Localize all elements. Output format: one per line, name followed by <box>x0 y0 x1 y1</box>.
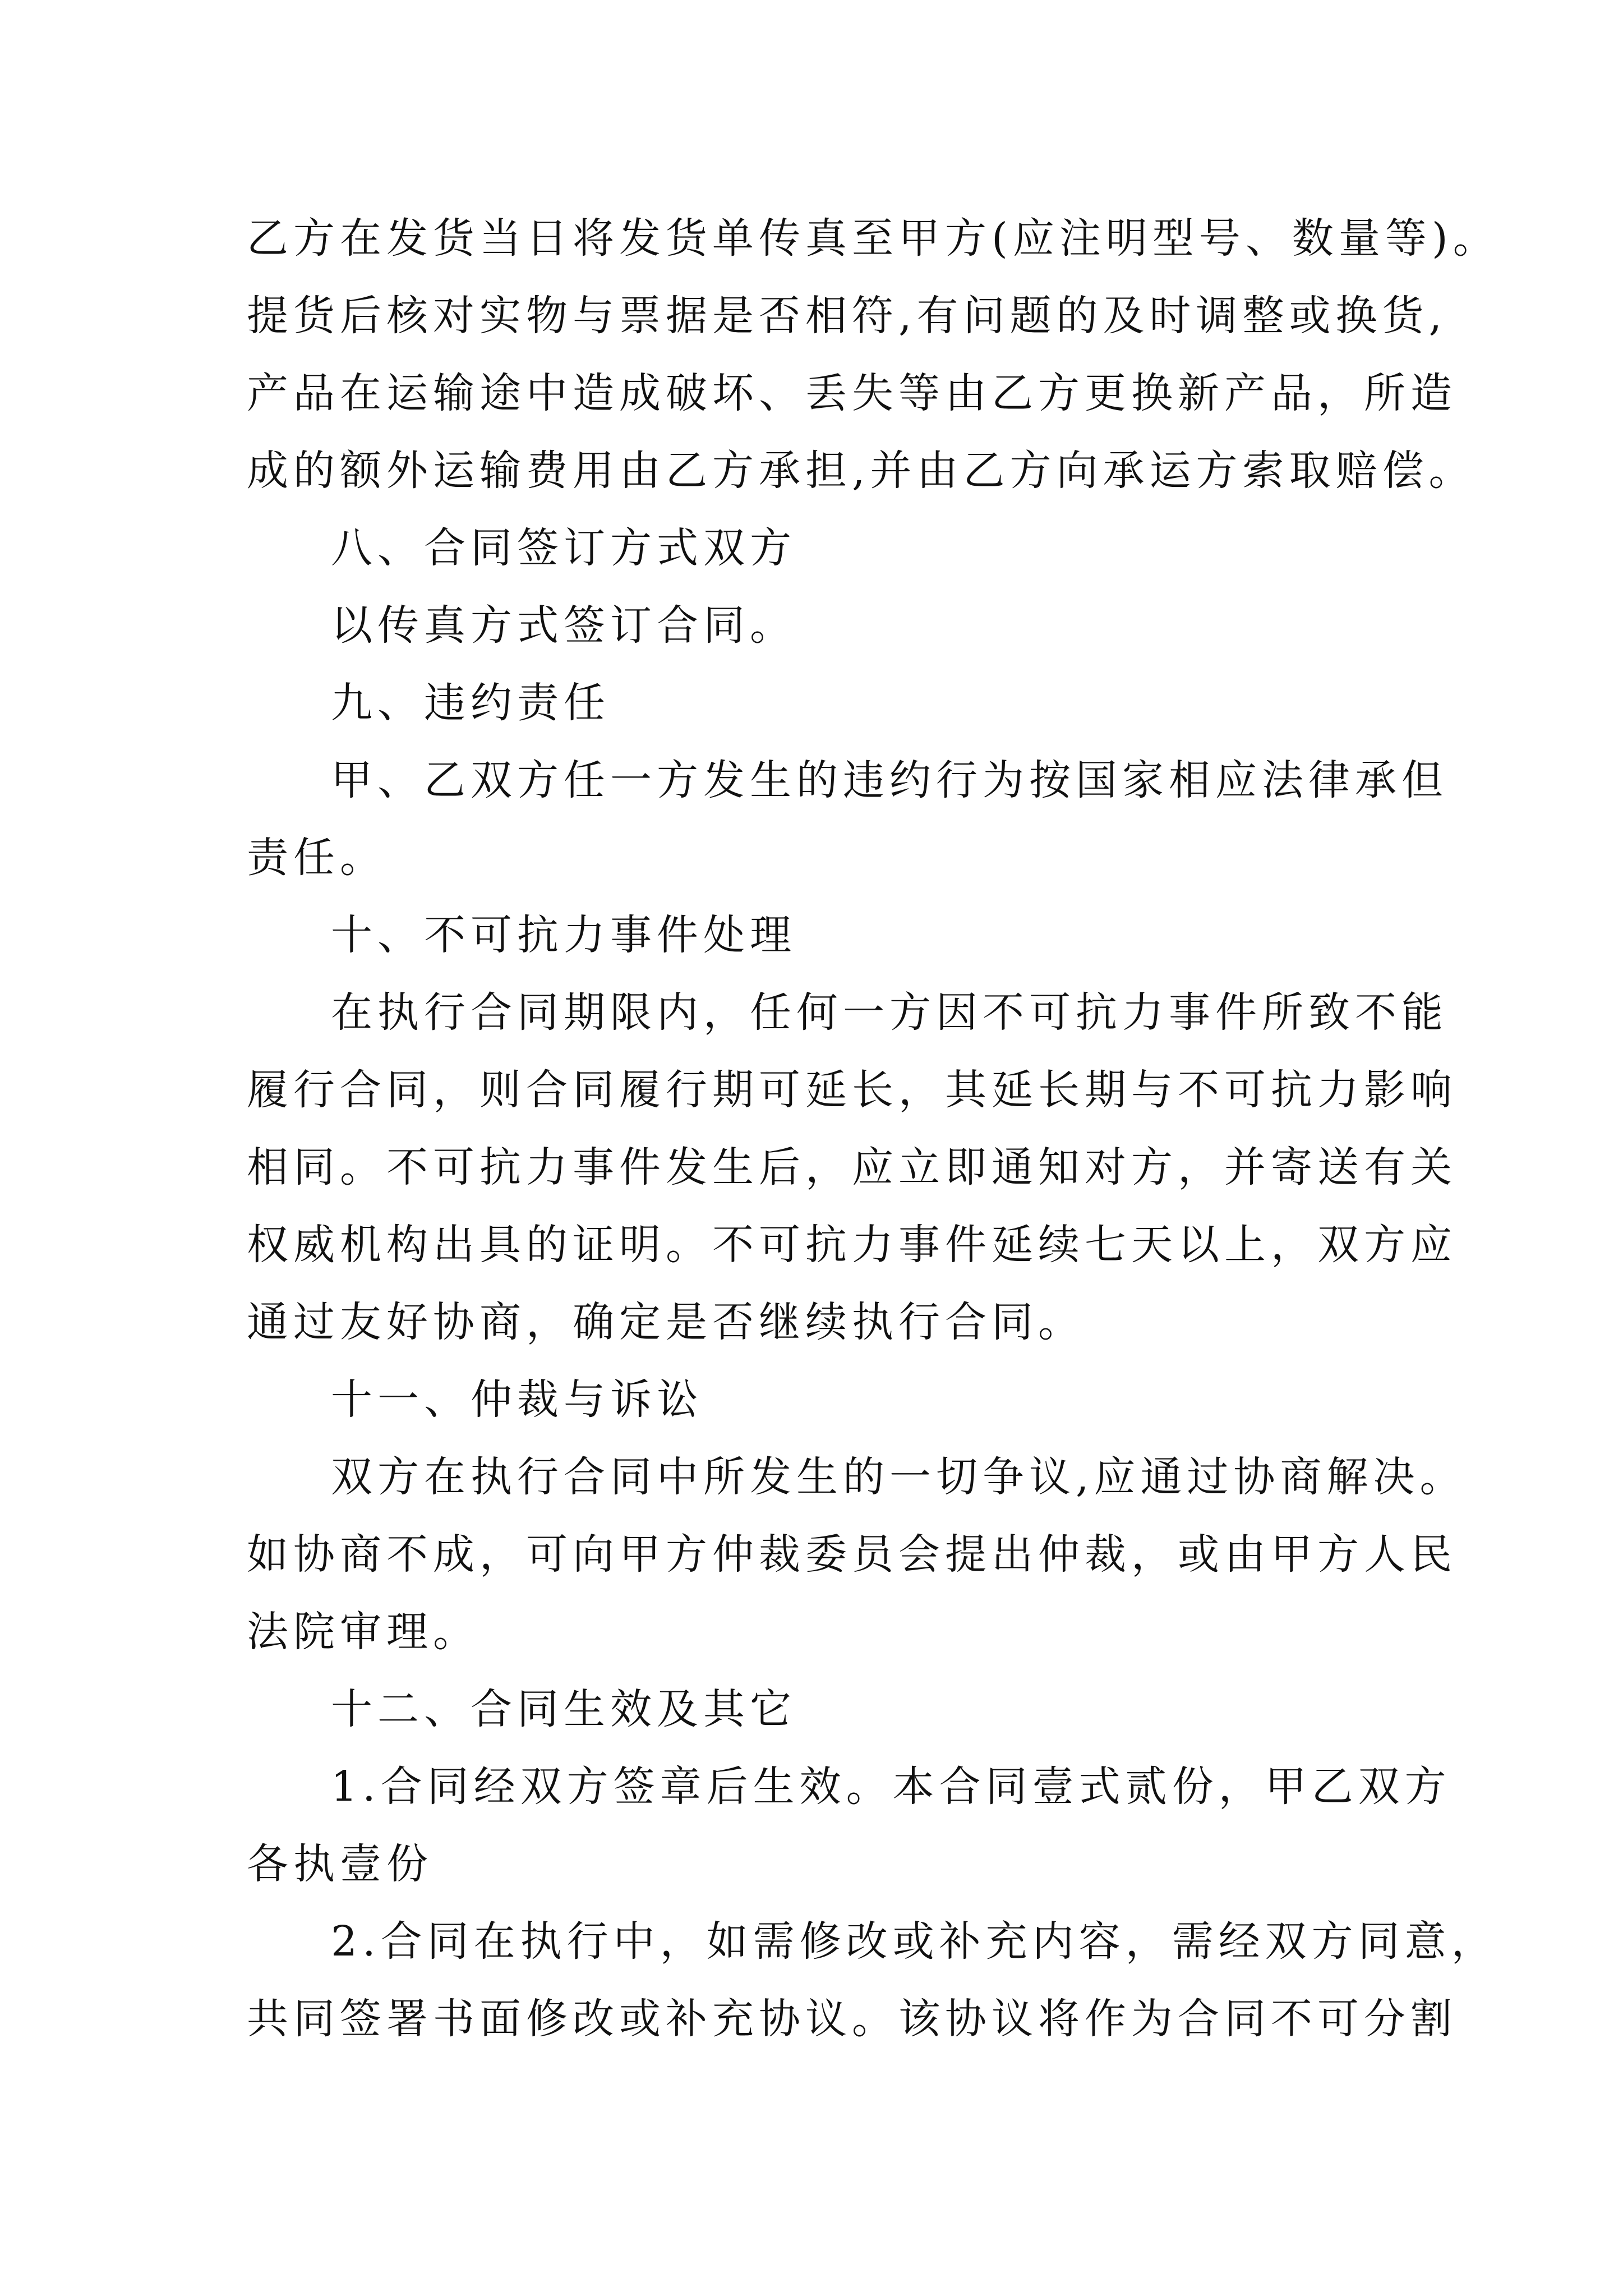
section-heading-11: 十一、仲裁与诉讼 <box>331 1375 703 1424</box>
section-heading-10: 十、不可抗力事件处理 <box>331 911 796 959</box>
paragraph-line: 以传真方式签订合同。 <box>331 601 796 650</box>
text-line: 责任。 <box>247 834 386 882</box>
text-line: 提货后核对实物与票据是否相符,有问题的及时调整或换货, <box>247 292 1447 340</box>
list-item-1: 1.合同经双方签章后生效。本合同壹式贰份，甲乙双方 <box>331 1763 1451 1811</box>
document-page <box>247 213 1500 2071</box>
text-line: 各执壹份 <box>247 1840 433 1888</box>
paragraph-line: 甲、乙双方任一方发生的违约行为按国家相应法律承但 <box>331 756 1448 804</box>
paragraph-line: 在执行合同期限内，任何一方因不可抗力事件所致不能 <box>331 988 1448 1037</box>
list-item-2: 2.合同在执行中，如需修改或补充内容，需经双方同意， <box>331 1917 1498 1966</box>
section-heading-12: 十二、合同生效及其它 <box>331 1685 796 1733</box>
text-line: 如协商不成，可向甲方仲裁委员会提出仲裁，或由甲方人民 <box>247 1530 1457 1579</box>
text-line: 相同。不可抗力事件发生后，应立即通知对方，并寄送有关 <box>247 1143 1457 1191</box>
paragraph-line: 双方在执行合同中所发生的一切争议,应通过协商解决。 <box>331 1453 1467 1501</box>
text-line: 法院审理。 <box>247 1608 479 1656</box>
section-heading-8: 八、合同签订方式双方 <box>331 524 796 572</box>
text-line: 产品在运输途中造成破坏、丢失等由乙方更换新产品，所造 <box>247 369 1457 417</box>
text-line: 履行合同，则合同履行期可延长，其延长期与不可抗力影响 <box>247 1066 1457 1114</box>
text-line: 共同签署书面修改或补充协议。该协议将作为合同不可分割 <box>247 1995 1457 2043</box>
text-line: 成的额外运输费用由乙方承担,并由乙方向承运方索取赔偿。 <box>247 447 1476 495</box>
text-line: 乙方在发货当日将发货单传真至甲方(应注明型号、数量等)。 <box>247 214 1500 263</box>
text-line: 权威机构出具的证明。不可抗力事件延续七天以上，双方应 <box>247 1221 1457 1269</box>
text-line: 通过友好协商，确定是否继续执行合同。 <box>247 1298 1085 1346</box>
section-heading-9: 九、违约责任 <box>331 679 610 727</box>
